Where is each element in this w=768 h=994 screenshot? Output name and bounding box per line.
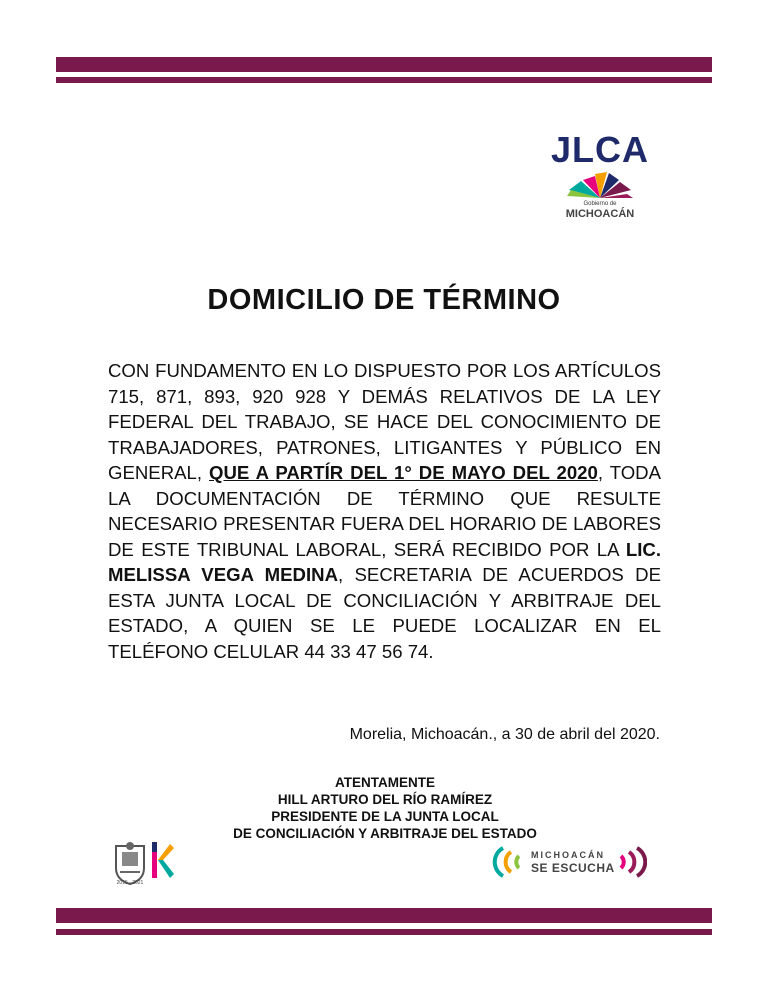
sound-waves-right-icon bbox=[617, 842, 647, 882]
contact-name-emphasis: LIC. MELISSA VEGA MEDINA bbox=[108, 538, 661, 585]
bottom-band-thick bbox=[56, 908, 712, 923]
escucha-line2: SE ESCUCHA bbox=[531, 861, 615, 875]
effective-date-emphasis: QUE A PARTÍR DEL 1° DE MAYO DEL 2020 bbox=[209, 462, 598, 483]
seal-years: 2015 - 2021 bbox=[116, 880, 144, 886]
logo-name: JLCA bbox=[550, 129, 649, 170]
signatory-title: PRESIDENTE DE LA JUNTA LOCAL bbox=[271, 809, 499, 824]
escucha-line1: MICHOACÁN bbox=[531, 850, 605, 860]
sound-waves-left-icon bbox=[489, 842, 529, 882]
document-title: DOMICILIO DE TÉRMINO bbox=[207, 284, 561, 316]
logo-mark-icon bbox=[565, 170, 635, 200]
signatory-institution: DE CONCILIACIÓN Y ARBITRAJE DEL ESTADO bbox=[233, 826, 537, 841]
signature-block bbox=[200, 774, 570, 842]
michoacan-se-escucha-logo bbox=[489, 842, 649, 882]
body-part-1: CON FUNDAMENTO EN LO DISPUESTO POR LOS ARTÍCULOS 715, 871, 893, 920 928 Y DEMÁS RELATIVOS DE LA LEY FEDERAL DEL TRABAJO, SE HACE DEL CONOCIMIENTO DE TRABAJADORES, PATRONES, LITIGANTES Y PÚBLICO EN GENERAL, bbox=[108, 360, 661, 483]
k-logo-icon bbox=[150, 838, 174, 882]
dateline: Morelia, Michoacán., a 30 de abril del 2020. bbox=[349, 726, 660, 743]
body-part-3: , SECRETARIA DE ACUERDOS DE ESTA JUNTA LOCAL DE CONCILIACIÓN Y ARBITRAJE DEL ESTADO, A QUIEN SE LE PUEDE LOCALIZAR EN EL TELÉFONO CELULAR 44 33 47 56 74. bbox=[108, 564, 661, 662]
signature-closing: ATENTAMENTE bbox=[335, 775, 435, 790]
top-band-thin bbox=[56, 77, 712, 83]
logo-state-text: MICHOACÁN bbox=[565, 208, 635, 220]
jlca-logo bbox=[548, 129, 652, 222]
notice-body bbox=[108, 358, 661, 664]
body-part-2: , TODA LA DOCUMENTACIÓN DE TÉRMINO QUE RESULTE NECESARIO PRESENTAR FUERA DEL HORARIO DE LABORES DE ESTE TRIBUNAL LABORAL, SERÁ RECIBIDO POR LA bbox=[108, 462, 662, 560]
signatory-name: HILL ARTURO DEL RÍO RAMÍREZ bbox=[277, 792, 493, 807]
bottom-band-thin bbox=[56, 929, 712, 935]
top-band-thick bbox=[56, 57, 712, 72]
logo-gov-text: Gobierno de bbox=[583, 201, 617, 207]
